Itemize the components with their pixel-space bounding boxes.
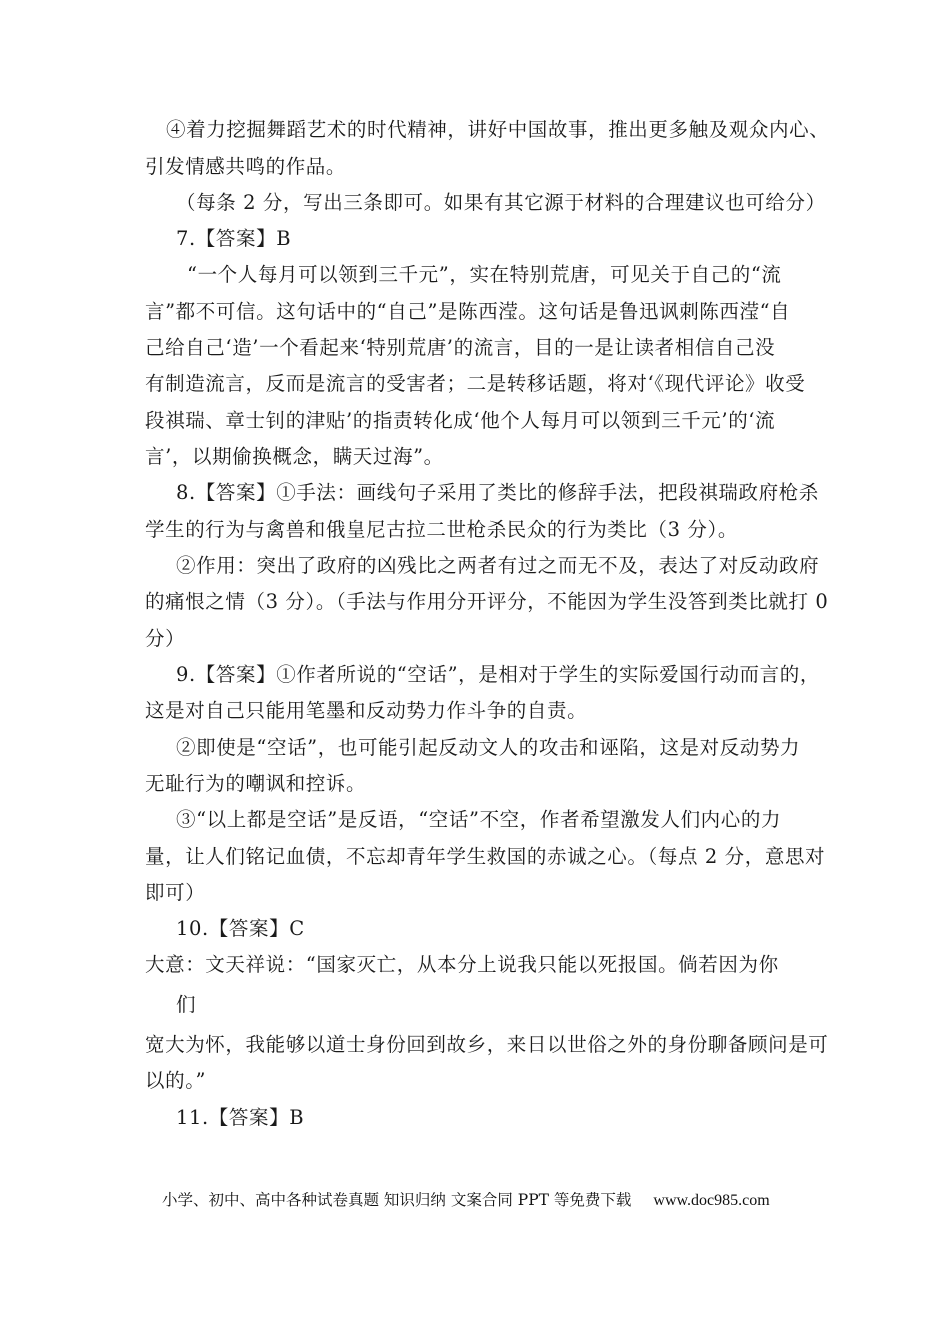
text-line: 即可） <box>145 881 206 904</box>
text-line: ③“以上都是空话”是反语，“空话”不空，作者希望激发人们内心的力 <box>176 808 782 831</box>
text-line: 学生的行为与禽兽和俄皇尼古拉二世枪杀民众的行为类比（3 分）。 <box>145 518 738 541</box>
text-line: 引发情感共鸣的作品。 <box>145 155 347 178</box>
text-line: 的痛恨之情（3 分）。（手法与作用分开评分，不能因为学生没答到类比就打 0 <box>145 590 829 613</box>
text-line: 这是对自己只能用笔墨和反动势力作斗争的自责。 <box>145 699 588 722</box>
text-line: （每条 2 分，写出三条即可。如果有其它源于材料的合理建议也可给分） <box>176 191 826 214</box>
text-line: 有制造流言，反而是流言的受害者；二是转移话题，将对‘《现代评论》收受 <box>145 372 806 395</box>
question-7-answer: 7.【答案】B <box>176 227 292 250</box>
question-8-answer: 8.【答案】①手法：画线句子采用了类比的修辞手法，把段祺瑞政府枪杀 <box>176 481 819 504</box>
text-line: ②作用：突出了政府的凶残比之两者有过之而无不及，表达了对反动政府 <box>176 554 820 577</box>
page-footer <box>162 1190 770 1211</box>
footer-text: 小学、初中、高中各种试卷真题 知识归纳 文案合同 PPT 等免费下载 <box>162 1191 632 1209</box>
footer-url-link[interactable]: www.doc985.com <box>653 1192 770 1209</box>
text-line: 们 <box>176 993 197 1016</box>
text-line: 宽大为怀，我能够以道士身份回到故乡，来日以世俗之外的身份聊备顾问是可 <box>145 1033 829 1056</box>
text-line: 以的。” <box>145 1069 207 1092</box>
question-9-answer: 9.【答案】①作者所说的“空话”，是相对于学生的实际爱国行动而言的， <box>176 663 820 686</box>
text-line: ④着力挖掘舞蹈艺术的时代精神，讲好中国故事，推出更多触及观众内心、 <box>166 118 830 141</box>
text-line: 己给自己‘造’一个看起来‘特别荒唐’的流言，目的一是让读者相信自己没 <box>145 336 776 359</box>
text-line: 量，让人们铭记血债，不忘却青年学生救国的赤诚之心。（每点 2 分，意思对 <box>145 845 826 868</box>
question-10-answer: 10.【答案】C <box>176 917 305 940</box>
text-line: 段祺瑞、章士钊的津贴’的指责转化成‘他个人每月可以领到三千元’的‘流 <box>145 409 776 432</box>
text-line: 大意：文天祥说：“国家灭亡，从本分上说我只能以死报国。倘若因为你 <box>145 953 779 976</box>
text-line: 言’，以期偷换概念，瞒天过海”。 <box>145 445 444 468</box>
text-line: “一个人每月可以领到三千元”，实在特别荒唐，可见关于自己的“流 <box>187 263 782 286</box>
question-11-answer: 11.【答案】B <box>176 1106 305 1129</box>
text-line: ②即使是“空话”，也可能引起反动文人的攻击和诬陷，这是对反动势力 <box>176 736 801 759</box>
text-line: 言”都不可信。这句话中的“自己”是陈西滢。这句话是鲁迅讽刺陈西滢“自 <box>145 300 791 323</box>
text-line: 无耻行为的嘲讽和控诉。 <box>145 772 367 795</box>
text-line: 分） <box>145 627 186 650</box>
